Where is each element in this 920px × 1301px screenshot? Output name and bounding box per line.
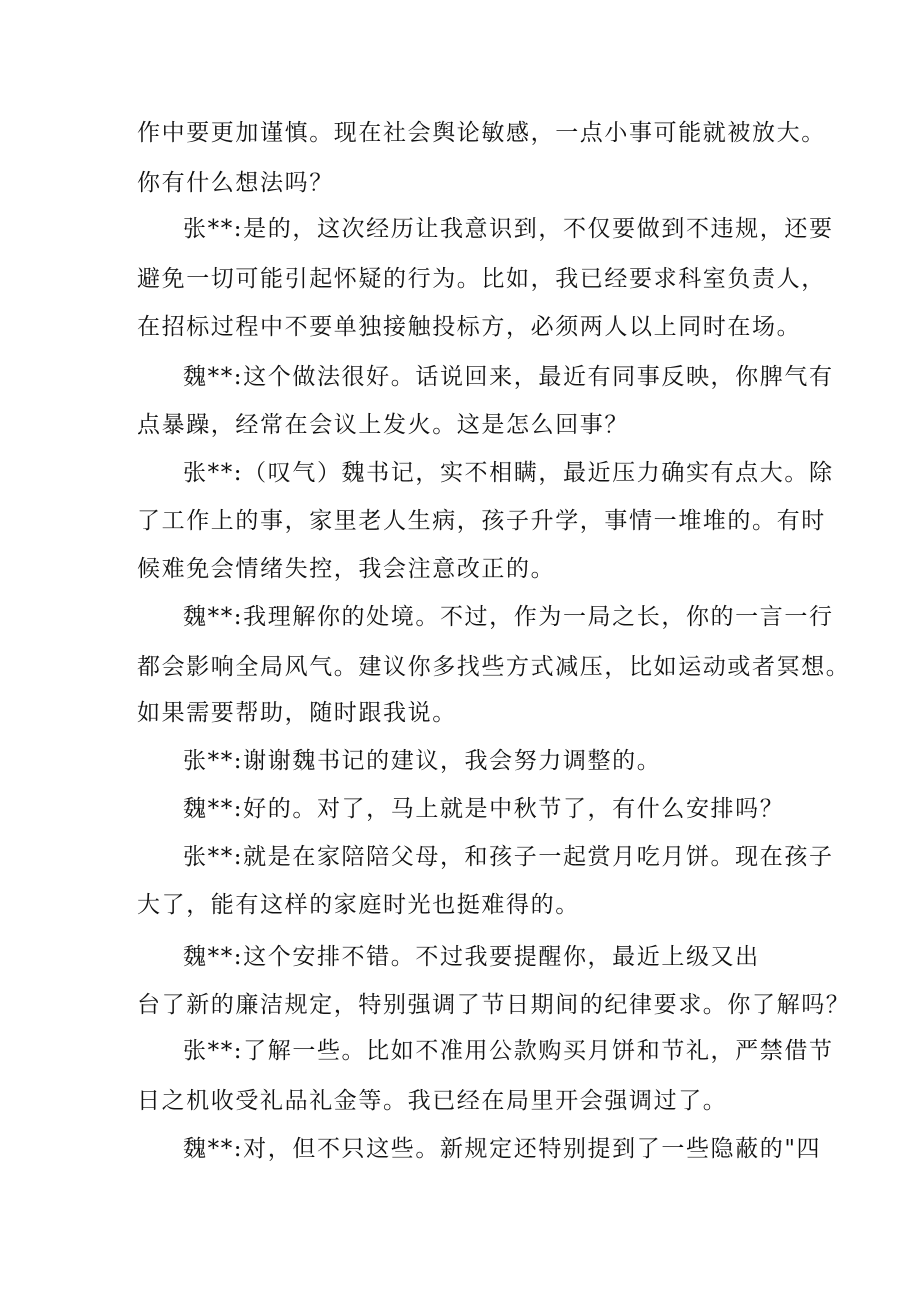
text-line: 都会影响全局风气。建议你多找些方式减压，比如运动或者冥想。 [137, 654, 851, 680]
text-line: 张**:是的，这次经历让我意识到，不仅要做到不违规，还要 [183, 216, 834, 242]
text-line: 张**:就是在家陪陪父母，和孩子一起赏月吃月饼。现在孩子 [183, 844, 834, 870]
text-line: 魏**:好的。对了，马上就是中秋节了，有什么安排吗？ [183, 796, 785, 822]
text-line: 张**:了解一些。比如不准用公款购买月饼和节礼，严禁借节 [183, 1038, 834, 1064]
text-line: 日之机收受礼品礼金等。我已经在局里开会强调过了。 [137, 1088, 728, 1114]
text-line: 魏**:这个安排不错。不过我要提醒你，最近上级又出 [183, 944, 760, 970]
text-line: 魏**:这个做法很好。话说回来，最近有同事反映，你脾气有 [183, 364, 834, 390]
text-line: 避免一切可能引起怀疑的行为。比如，我已经要求科室负责人， [137, 266, 826, 292]
text-line: 点暴躁，经常在会议上发火。这是怎么回事？ [137, 412, 629, 438]
text-line: 张**:谢谢魏书记的建议，我会努力调整的。 [183, 748, 662, 774]
text-line: 在招标过程中不要单独接触投标方，必须两人以上同时在场。 [137, 314, 802, 340]
text-line: 大了，能有这样的家庭时光也挺难得的。 [137, 892, 580, 918]
text-line: 候难免会情绪失控，我会注意改正的。 [137, 556, 556, 582]
text-line: 张**:（叹气）魏书记，实不相瞒，最近压力确实有点大。除 [183, 460, 834, 486]
text-line: 魏**:我理解你的处境。不过，作为一局之长，你的一言一行 [183, 604, 834, 630]
text-line: 了工作上的事，家里老人生病，孩子升学，事情一堆堆的。有时 [137, 508, 826, 534]
text-line: 台了新的廉洁规定，特别强调了节日期间的纪律要求。你了解吗？ [137, 992, 851, 1018]
text-line: 如果需要帮助，随时跟我说。 [137, 700, 457, 726]
text-line: 作中要更加谨慎。现在社会舆论敏感，一点小事可能就被放大。 [137, 120, 826, 146]
text-line: 你有什么想法吗？ [137, 170, 334, 196]
text-line: 魏**:对，但不只这些。新规定还特别提到了一些隐蔽的"四 [183, 1136, 822, 1162]
